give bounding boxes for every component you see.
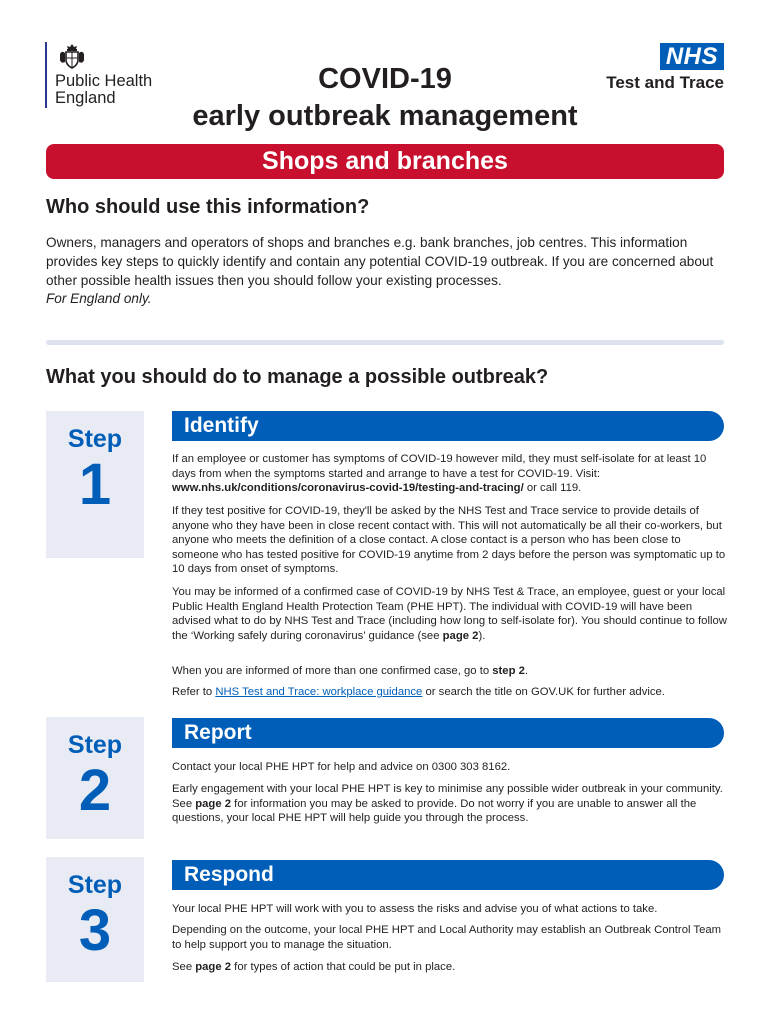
step-1-para-1 bbox=[172, 452, 728, 496]
step-3-number: 3 bbox=[78, 898, 112, 963]
step-1-para-5-end: or search the title on GOV.UK for further advice. bbox=[422, 686, 665, 698]
sector-banner: Shops and branches bbox=[46, 144, 724, 179]
page-2-ref: page 2 bbox=[195, 797, 232, 810]
page-title-line2: early outbreak management bbox=[192, 100, 578, 132]
step-2-para-2-end: for information you may be asked to provide. Do not worry if you are unable to answer all the questions, your local PHE HPT will help guide you through the process. bbox=[172, 797, 697, 825]
page-title-line1: COVID-19 bbox=[318, 63, 452, 95]
nhs-testing-url: www.nhs.uk/conditions/coronavirus-covid-19/testing-and-tracing/ bbox=[172, 482, 524, 495]
phe-name-line1: Public Health bbox=[55, 72, 153, 90]
step-1-para-4-end: . bbox=[524, 665, 529, 677]
step-2-word: Step bbox=[67, 731, 123, 759]
section-divider bbox=[46, 340, 724, 345]
page-2-ref: page 2 bbox=[195, 961, 232, 973]
step-1-box bbox=[46, 411, 144, 558]
workplace-guidance-link[interactable]: NHS Test and Trace: workplace guidance bbox=[215, 686, 423, 698]
step-1-para-3-text: You may be informed of a confirmed case of COVID-19 by NHS Test & Trace, an employee, guest or your local Public Health England Health Protection Team (PHE HPT). The individual with COVID-19 will have been advised what to do by NHS Test and Trace (including how long to self-isolate for). You should continue to follow the ‘Working safely during coronavirus’ guidance (see bbox=[172, 586, 727, 642]
step-1-number: 1 bbox=[78, 452, 112, 517]
step-3-para-3 bbox=[172, 960, 728, 975]
page-2-ref: page 2 bbox=[442, 629, 479, 642]
step-3-para-1: Your local PHE HPT will work with you to assess the risks and advise you of what actions to take. bbox=[172, 903, 658, 915]
step-2-ref: step 2 bbox=[492, 665, 525, 677]
step-3-word: Step bbox=[67, 871, 123, 899]
step-1-word: Step bbox=[67, 425, 123, 453]
step-2-para-1: Contact your local PHE HPT for help and advice on 0300 303 8162. bbox=[172, 761, 511, 773]
step-2-para-2-text: Early engagement with your local PHE HPT is key to minimise any possible wider outbreak in your community. See bbox=[172, 783, 723, 810]
step-3-box bbox=[46, 857, 144, 982]
step-1-para-3-end: ). bbox=[478, 629, 486, 642]
step-3-para-3-text: See bbox=[172, 961, 196, 973]
step-1-heading: Identify bbox=[172, 411, 724, 441]
step-1-para-2: If they test positive for COVID-19, they'll be asked by the NHS Test and Trace service to provide details of anyone who they have been in close recent contact with. This will not automatically be all their co-workers, but anyone who meets the definition of a close contact. A close contact is a person who has been close to someone who has tested positive for COVID-19 anytime from 2 days before the person was symptomatic up to 10 days from onset of symptoms. bbox=[172, 505, 726, 576]
step-3-para-3-end: for types of action that could be put in place. bbox=[231, 961, 456, 973]
step-1-para-5 bbox=[172, 685, 728, 700]
who-body: Owners, managers and operators of shops and branches e.g. bank branches, job centres. This information provides key steps to quickly identify and contain any potential COVID-19 outbreak. If you are concerned about other possible health issues then you should follow your existing processes. bbox=[46, 235, 714, 288]
step-1-para-3 bbox=[172, 585, 728, 643]
what-heading: What you should do to manage a possible outbreak? bbox=[46, 366, 549, 388]
step-1-para-5-text: Refer to bbox=[172, 686, 216, 698]
step-3-para-2: Depending on the outcome, your local PHE HPT and Local Authority may establish an Outbreak Control Team to help support you to manage the situation. bbox=[172, 924, 722, 951]
step-2-heading: Report bbox=[172, 718, 724, 748]
england-only-note: For England only. bbox=[46, 291, 152, 306]
phe-name-line2: England bbox=[55, 89, 116, 107]
nhs-logo: NHS bbox=[660, 43, 724, 70]
step-2-box bbox=[46, 717, 144, 839]
step-1-para-1-text: If an employee or customer has symptoms of COVID-19 however mild, they must self-isolate for at least 10 days from when the symptoms started and arrange to have a test for COVID-19. Visit: bbox=[172, 453, 707, 480]
step-1-para-4 bbox=[172, 664, 728, 679]
step-1-para-1-end: or call 119. bbox=[523, 482, 582, 495]
step-3-heading: Respond bbox=[172, 860, 724, 890]
step-2-para-2 bbox=[172, 782, 728, 826]
who-heading: Who should use this information? bbox=[46, 196, 370, 218]
nhs-subtitle: Test and Trace bbox=[606, 73, 724, 92]
step-1-para-4-text: When you are informed of more than one confirmed case, go to bbox=[172, 665, 493, 677]
step-2-number: 2 bbox=[78, 758, 112, 823]
